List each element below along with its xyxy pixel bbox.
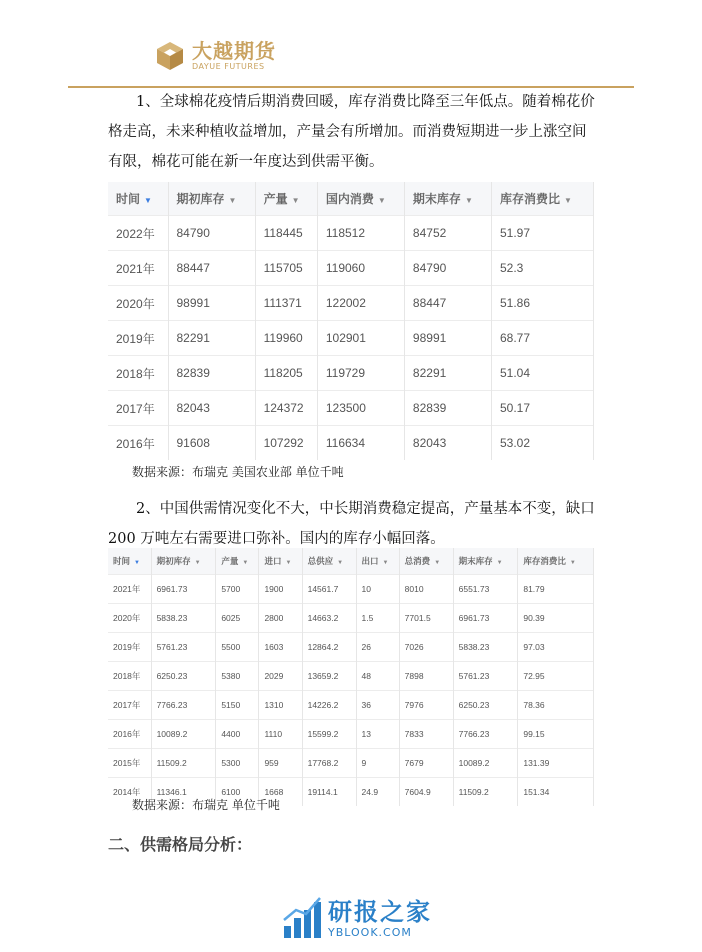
- table-cell: 111371: [255, 286, 317, 321]
- table-cell: 11346.1: [151, 778, 216, 807]
- column-header-label: 总消费: [404, 556, 431, 566]
- table-cell: 6250.23: [453, 691, 518, 720]
- column-header[interactable]: [302, 548, 356, 575]
- table-cell: 2017年: [108, 391, 168, 426]
- table-cell: 118512: [317, 216, 404, 251]
- table-cell: 15599.2: [302, 720, 356, 749]
- table-row: [108, 720, 594, 749]
- sort-caret-icon[interactable]: ▼: [377, 196, 386, 205]
- table-row: [108, 633, 594, 662]
- table-cell: 5150: [216, 691, 259, 720]
- table-cell: 119960: [255, 321, 317, 356]
- table-row: [108, 426, 594, 461]
- column-header[interactable]: [404, 182, 491, 216]
- column-header[interactable]: [491, 182, 593, 216]
- table-cell: 118205: [255, 356, 317, 391]
- table-cell: 99.15: [518, 720, 594, 749]
- table-cell: 17768.2: [302, 749, 356, 778]
- table-cell: 123500: [317, 391, 404, 426]
- table-row: [108, 391, 594, 426]
- table-cell: 13: [356, 720, 399, 749]
- table-cell: 6551.73: [453, 575, 518, 604]
- table-cell: 5380: [216, 662, 259, 691]
- table-cell: 5300: [216, 749, 259, 778]
- table-cell: 98991: [168, 286, 255, 321]
- table-cell: 5761.23: [151, 633, 216, 662]
- table-cell: 2018年: [108, 356, 168, 391]
- table-cell: 82043: [404, 426, 491, 461]
- table-cell: 5838.23: [151, 604, 216, 633]
- column-header-label: 产量: [221, 556, 239, 566]
- column-header[interactable]: [255, 182, 317, 216]
- column-header-label: 库存消费比: [523, 556, 566, 566]
- table-cell: 1900: [259, 575, 302, 604]
- source-note-2: 数据来源：布瑞克 单位千吨: [132, 798, 280, 812]
- table-cell: 6961.73: [151, 575, 216, 604]
- table-cell: 14226.2: [302, 691, 356, 720]
- table-cell: 2016年: [108, 426, 168, 461]
- table-cell: 10089.2: [151, 720, 216, 749]
- logo-cube-icon: [154, 40, 186, 72]
- table-cell: 91608: [168, 426, 255, 461]
- table-cell: 9: [356, 749, 399, 778]
- table-cell: 82839: [404, 391, 491, 426]
- table-cell: 82043: [168, 391, 255, 426]
- table-row: [108, 575, 594, 604]
- column-header-label: 库存消费比: [499, 192, 560, 206]
- sort-caret-icon[interactable]: ▼: [464, 196, 473, 205]
- column-header[interactable]: [453, 548, 518, 575]
- table-cell: 51.97: [491, 216, 593, 251]
- table-cell: 2029: [259, 662, 302, 691]
- table-cell: 131.39: [518, 749, 594, 778]
- global-balance-table: [108, 182, 594, 460]
- table-cell: 98991: [404, 321, 491, 356]
- table-cell: 116634: [317, 426, 404, 461]
- table-cell: 2014年: [108, 778, 151, 807]
- watermark-text-cn: 研报之家: [328, 897, 432, 926]
- table-cell: 14663.2: [302, 604, 356, 633]
- table-cell: 2018年: [108, 662, 151, 691]
- table-cell: 6025: [216, 604, 259, 633]
- table-row: [108, 662, 594, 691]
- table-row: [108, 691, 594, 720]
- sort-caret-icon[interactable]: ▼: [134, 560, 140, 566]
- table-cell: 11509.2: [151, 749, 216, 778]
- column-header-label: 时间: [116, 192, 141, 206]
- table-cell: 10089.2: [453, 749, 518, 778]
- table-cell: 2019年: [108, 321, 168, 356]
- table-cell: 88447: [168, 251, 255, 286]
- sort-caret-icon[interactable]: ▼: [496, 560, 503, 566]
- column-header[interactable]: [108, 548, 151, 575]
- table-row: [108, 356, 594, 391]
- table-cell: 7976: [399, 691, 453, 720]
- table-cell: 14561.7: [302, 575, 356, 604]
- table-cell: 84752: [404, 216, 491, 251]
- table-cell: 2800: [259, 604, 302, 633]
- table-cell: 1668: [259, 778, 302, 807]
- column-header-label: 期初库存: [156, 556, 191, 566]
- table-cell: 119060: [317, 251, 404, 286]
- sort-caret-icon[interactable]: ▼: [228, 196, 237, 205]
- table-cell: 5500: [216, 633, 259, 662]
- table-cell: 51.04: [491, 356, 593, 391]
- sort-caret-icon[interactable]: ▼: [242, 560, 249, 566]
- column-header[interactable]: [518, 548, 594, 575]
- column-header-label: 进口: [264, 556, 282, 566]
- table-cell: 6100: [216, 778, 259, 807]
- china-balance-table: [108, 548, 594, 806]
- column-header[interactable]: [151, 548, 216, 575]
- sort-caret-icon[interactable]: ▼: [291, 196, 300, 205]
- table-cell: 122002: [317, 286, 404, 321]
- logo-text-en: DAYUE FUTURES: [192, 62, 265, 71]
- column-header-label: 期末库存: [458, 556, 493, 566]
- watermark-text-en: YBLOOK.COM: [328, 925, 412, 939]
- table-cell: 82291: [404, 356, 491, 391]
- table-cell: 118445: [255, 216, 317, 251]
- rising-bars-icon: [282, 896, 324, 940]
- table-cell: 119729: [317, 356, 404, 391]
- table-row: [108, 286, 594, 321]
- column-header[interactable]: [317, 182, 404, 216]
- logo-text-cn: 大越期货: [192, 39, 276, 63]
- table-cell: 36: [356, 691, 399, 720]
- watermark: [282, 896, 432, 940]
- column-header[interactable]: [216, 548, 259, 575]
- table-cell: 52.3: [491, 251, 593, 286]
- paragraph-china-cotton: 2、中国供需情况变化不大，中长期消费稳定提高，产量基本不变，缺口 200 万吨左右需要进口弥补。国内的库存小幅回落。: [108, 501, 595, 547]
- table-row: [108, 321, 594, 356]
- table-cell: 19114.1: [302, 778, 356, 807]
- company-logo: [154, 40, 276, 72]
- sort-caret-icon[interactable]: ▼: [194, 560, 201, 566]
- table-cell: 2017年: [108, 691, 151, 720]
- table-cell: 107292: [255, 426, 317, 461]
- column-header-label: 出口: [361, 556, 379, 566]
- column-header[interactable]: [168, 182, 255, 216]
- table-header-row: [108, 548, 594, 575]
- table-cell: 959: [259, 749, 302, 778]
- sort-caret-icon[interactable]: ▼: [337, 560, 344, 566]
- table-cell: 7766.23: [453, 720, 518, 749]
- table-cell: 53.02: [491, 426, 593, 461]
- table-cell: 5761.23: [453, 662, 518, 691]
- table-cell: 97.03: [518, 633, 594, 662]
- table-cell: 2022年: [108, 216, 168, 251]
- table-row: [108, 216, 594, 251]
- table-cell: 1603: [259, 633, 302, 662]
- paragraph-global-cotton: 1、全球棉花疫情后期消费回暖，库存消费比降至三年低点。随着棉花价格走高，未来种植收益增加，产量会有所增加。而消费短期进一步上涨空间有限，棉花可能在新一年度达到供需平衡。: [108, 94, 595, 170]
- table-cell: 2021年: [108, 251, 168, 286]
- table-cell: 84790: [168, 216, 255, 251]
- column-header-label: 总供应: [307, 556, 334, 566]
- table-cell: 7679: [399, 749, 453, 778]
- sort-caret-icon[interactable]: ▼: [564, 196, 572, 205]
- sort-caret-icon[interactable]: ▼: [285, 560, 292, 566]
- source-note-1: 数据来源：布瑞克 美国农业部 单位千吨: [132, 465, 344, 479]
- table-cell: 115705: [255, 251, 317, 286]
- table-cell: 82839: [168, 356, 255, 391]
- table-cell: 1.5: [356, 604, 399, 633]
- column-header[interactable]: [399, 548, 453, 575]
- column-header-label: 期初库存: [176, 192, 225, 206]
- table-cell: 5838.23: [453, 633, 518, 662]
- table-cell: 7026: [399, 633, 453, 662]
- sort-caret-icon[interactable]: ▼: [569, 560, 576, 566]
- table-cell: 11509.2: [453, 778, 518, 807]
- page-header: [0, 0, 702, 92]
- table-cell: 124372: [255, 391, 317, 426]
- table-cell: 2021年: [108, 575, 151, 604]
- column-header[interactable]: [259, 548, 302, 575]
- column-header-label: 产量: [263, 192, 288, 206]
- column-header-label: 国内消费: [325, 192, 374, 206]
- sort-caret-icon[interactable]: ▼: [434, 560, 441, 566]
- table-cell: 2016年: [108, 720, 151, 749]
- table-cell: 2020年: [108, 604, 151, 633]
- table-cell: 84790: [404, 251, 491, 286]
- column-header[interactable]: [108, 182, 168, 216]
- table-cell: 2015年: [108, 749, 151, 778]
- table-cell: 82291: [168, 321, 255, 356]
- table-cell: 7701.5: [399, 604, 453, 633]
- table-row: [108, 251, 594, 286]
- table-cell: 102901: [317, 321, 404, 356]
- column-header[interactable]: [356, 548, 399, 575]
- column-header-label: 时间: [113, 556, 131, 566]
- sort-caret-icon[interactable]: ▼: [382, 560, 389, 566]
- table-cell: 5700: [216, 575, 259, 604]
- table-header-row: [108, 182, 594, 216]
- table-cell: 51.86: [491, 286, 593, 321]
- table-cell: 24.9: [356, 778, 399, 807]
- table-cell: 1310: [259, 691, 302, 720]
- table-cell: 6961.73: [453, 604, 518, 633]
- table-cell: 2020年: [108, 286, 168, 321]
- table-cell: 48: [356, 662, 399, 691]
- table-cell: 78.36: [518, 691, 594, 720]
- table-cell: 26: [356, 633, 399, 662]
- table-cell: 13659.2: [302, 662, 356, 691]
- table-cell: 10: [356, 575, 399, 604]
- table-cell: 8010: [399, 575, 453, 604]
- table-cell: 50.17: [491, 391, 593, 426]
- table-cell: 7833: [399, 720, 453, 749]
- table-cell: 4400: [216, 720, 259, 749]
- table-cell: 7766.23: [151, 691, 216, 720]
- sort-caret-icon[interactable]: ▼: [144, 196, 152, 205]
- table-cell: 88447: [404, 286, 491, 321]
- table-cell: 68.77: [491, 321, 593, 356]
- table-row: [108, 749, 594, 778]
- table-cell: 90.39: [518, 604, 594, 633]
- table-cell: 72.95: [518, 662, 594, 691]
- column-header-label: 期末库存: [412, 192, 461, 206]
- table-cell: 7604.9: [399, 778, 453, 807]
- table-cell: 6250.23: [151, 662, 216, 691]
- table-cell: 7898: [399, 662, 453, 691]
- table-cell: 151.34: [518, 778, 594, 807]
- table-row: [108, 604, 594, 633]
- table-cell: 81.79: [518, 575, 594, 604]
- table-cell: 12864.2: [302, 633, 356, 662]
- table-cell: 2019年: [108, 633, 151, 662]
- section-title: 二、供需格局分析：: [108, 835, 253, 854]
- table-cell: 1110: [259, 720, 302, 749]
